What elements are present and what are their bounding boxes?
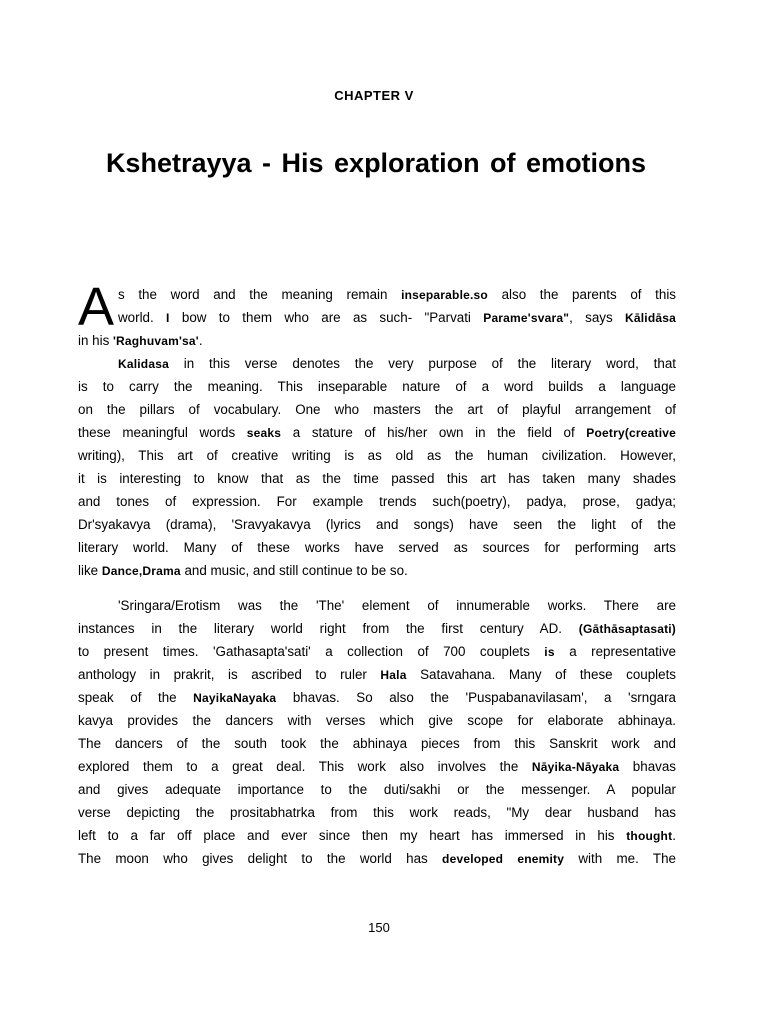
text-line: 'Sringara/Erotism was the 'The' element of innumerable works. There are [118,598,676,613]
text-line: Kalidasa in this verse denotes the very purpose of the literary word, that [118,356,676,371]
text-line: writing), This art of creative writing is as old as the human civilization. However, [78,448,676,463]
text-line: The dancers of the south took the abhinaya pieces from this Sanskrit work and [78,736,676,751]
text-line: on the pillars of vocabulary. One who masters the art of playful arrangement of [78,402,676,417]
text-line: s the word and the meaning remain inseparable.so also the parents of this [118,287,676,302]
chapter-title: Kshetrayya - His exploration of emotions [105,148,647,178]
paragraph-3 [78,594,676,870]
text-line: explored them to a great deal. This work also involves the Nāyika-Nāyaka bhavas [78,759,676,774]
text-line: instances in the literary world right from the first century AD. (Gāthāsaptasati) [78,621,676,636]
text-line: to present times. 'Gathasapta'sati' a collection of 700 couplets is a representative [78,644,676,659]
text-line: anthology in prakrit, is ascribed to ruler Hala Satavahana. Many of these couplets [78,667,676,682]
text-line: Dr'syakavya (drama), 'Sravyakavya (lyrics and songs) have seen the light of the [78,517,676,532]
text-line: The moon who gives delight to the world has developed enemity with me. The [78,851,676,866]
text-line: it is interesting to know that as the time passed this art has taken many shades [78,471,676,486]
text-line: kavya provides the dancers with verses which give scope for elaborate abhinaya. [78,713,676,728]
text-line: world. I bow to them who are as such- "Parvati Parame'svara", says Kālidāsa [118,310,676,325]
text-line: these meaningful words seaks a stature of his/her own in the field of Poetry(creative [78,425,676,440]
text-line: and gives adequate importance to the duti/sakhi or the messenger. A popular [78,782,676,797]
body-text [78,277,676,870]
text-line: verse depicting the prositabhatrka from this work reads, "My dear husband has [78,805,676,820]
chapter-label: CHAPTER V [334,88,414,103]
drop-cap: A [78,277,115,337]
paragraph-1 [78,277,676,352]
text-line: speak of the NayikaNayaka bhavas. So also the 'Puspabanavilasam', a 'srngara [78,690,676,705]
text-line: left to a far off place and ever since then my heart has immersed in his thought. [78,828,676,843]
text-line: literary world. Many of these works have served as sources for performing arts [78,540,676,555]
paragraph-2 [78,352,676,582]
page-number: 150 [368,920,390,935]
text-line: in his 'Raghuvam'sa'. [78,333,203,348]
text-line: like Dance,Drama and music, and still continue to be so. [78,563,408,578]
text-line: and tones of expression. For example trends such(poetry), padya, prose, gadya; [78,494,676,509]
text-line: is to carry the meaning. This inseparable nature of a word builds a language [78,379,676,394]
